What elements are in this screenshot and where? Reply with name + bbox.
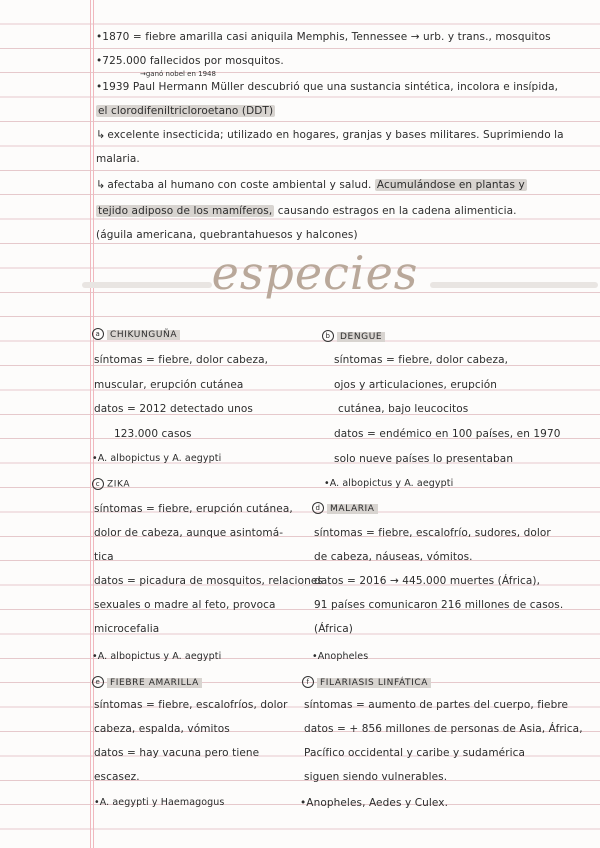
species-vector: •Anopheles [312,651,369,662]
margin-line [93,0,94,848]
species-line: muscular, erupción cutánea [94,379,244,391]
species-line: sexuales o madre al feto, provoca [94,599,276,611]
species-name: FILARIASIS LINFÁTICA [317,678,431,688]
species-name: ZIKA [107,479,131,490]
intro-text: causando estragos en la cadena alimenticia. [277,205,517,217]
species-line: ojos y articulaciones, erupción [334,379,498,391]
page-title: especies [211,246,419,300]
intro-line: •1870 = fiebre amarilla casi aniquila Memphis, Tennessee → urb. y trans., mosquitos [96,31,551,43]
species-name: FIEBRE AMARILLA [107,678,202,688]
species-line: microcefalia [94,623,160,635]
intro-line: •1939 Paul Hermann Müller descubrió que una sustancia sintética, incolora e insípida, [96,81,559,93]
intro-line [96,128,564,142]
intro-line [96,104,275,118]
species-heading [92,676,202,688]
circle-letter-icon: c [92,478,104,490]
species-line: escasez. [94,771,140,783]
intro-line: (águila americana, quebrantahuesos y halcones) [96,229,358,241]
title-decoration [430,282,598,288]
circle-letter-icon: f [302,676,314,688]
circle-letter-icon: e [92,676,104,688]
species-line: dolor de cabeza, aunque asintomá- [94,527,284,539]
intro-text: excelente insecticida; utilizado en hogares, granjas y bases militares. Suprimiendo la [107,129,564,141]
species-line: síntomas = fiebre, escalofríos, dolor [94,699,288,711]
circle-letter-icon: d [312,502,324,514]
species-heading [92,328,180,340]
species-heading [312,502,378,514]
species-line: síntomas = fiebre, escalofrío, sudores, dolor [314,527,551,539]
species-line: de cabeza, náuseas, vómitos. [314,551,473,563]
species-line: cutánea, bajo leucocitos [338,403,469,415]
species-line: síntomas = fiebre, erupción cutánea, [94,503,293,515]
highlight: Acumulándose en plantas y [376,179,525,191]
species-line: datos = 2016 → 445.000 muertes (África), [314,575,541,587]
species-line: Pacífico occidental y caribe y sudamérica [304,747,526,759]
species-line: 91 países comunicaron 216 millones de casos. [314,599,564,611]
species-line: datos = 2012 detectado unos [94,403,254,415]
species-vector: •A. albopictus y A. aegypti [92,453,222,464]
intro-line: •725.000 fallecidos por mosquitos. [96,55,284,67]
species-name: MALARIA [327,504,378,514]
species-heading [92,478,130,490]
species-line: datos = picadura de mosquitos, relaciones [94,575,323,587]
highlight: tejido adiposo de los mamíferos, [98,205,273,217]
intro-line [96,178,527,192]
circle-letter-icon: a [92,328,104,340]
species-name: DENGUE [337,332,385,342]
highlight: el clorodifeniltricloroetano (DDT) [98,105,274,117]
species-line: síntomas = aumento de partes del cuerpo, fiebre [304,699,569,711]
species-line: tica [94,551,114,563]
species-line: 123.000 casos [114,428,192,440]
species-line: datos = + 856 millones de personas de Asia, África, [304,723,583,735]
species-line: solo nueve países lo presentaban [334,453,514,465]
title-decoration [82,282,212,288]
species-line: datos = hay vacuna pero tiene [94,747,260,759]
species-line: síntomas = fiebre, dolor cabeza, [94,354,269,366]
species-vector: •Anopheles, Aedes y Culex. [300,797,449,809]
annotation: →ganó nobel en 1948 [140,70,216,78]
intro-line: malaria. [96,153,140,165]
species-line: síntomas = fiebre, dolor cabeza, [334,354,509,366]
intro-line [96,204,517,218]
species-vector: •A. albopictus y A. aegypti [92,651,222,662]
arrow-icon: ↳ [96,128,106,141]
species-heading [322,330,385,342]
circle-letter-icon: b [322,330,334,342]
species-vector: •A. albopictus y A. aegypti [324,478,454,489]
intro-text: afectaba al humano con coste ambiental y salud. [107,179,372,191]
margin-line [90,0,91,848]
species-line: (África) [314,623,353,635]
species-vector: •A. aegypti y Haemagogus [94,797,225,808]
species-line: siguen siendo vulnerables. [304,771,448,783]
species-heading [302,676,431,688]
arrow-icon: ↳ [96,178,106,191]
species-line: cabeza, espalda, vómitos [94,723,230,735]
species-name: CHIKUNGUÑA [107,330,180,340]
species-line: datos = endémico en 100 países, en 1970 [334,428,561,440]
